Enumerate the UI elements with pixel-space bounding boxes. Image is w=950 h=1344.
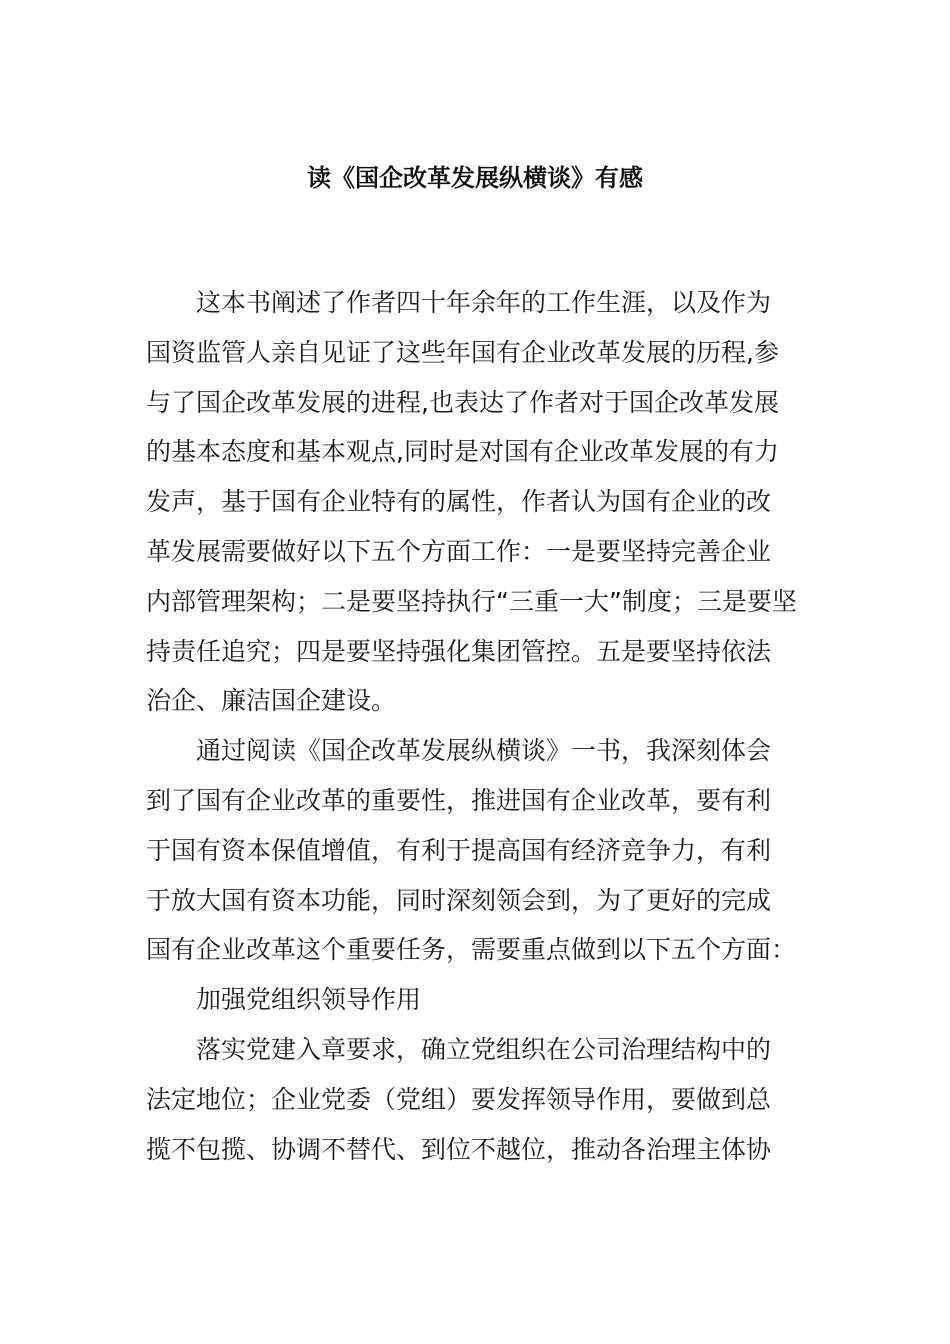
paragraph-line: 于放大国有资本功能，同时深刻领会到，为了更好的完成 xyxy=(146,885,772,915)
paragraph-line: 持责任追究；四是要坚持强化集团管控。五是要坚持依法 xyxy=(146,636,772,666)
document-body xyxy=(146,278,806,1174)
paragraph-line: 与了国企改革发展的进程,也表达了作者对于国企改革发展 xyxy=(146,387,779,417)
paragraph-line: 革发展需要做好以下五个方面工作：一是要坚持完善企业 xyxy=(146,536,772,566)
paragraph-line: 到了国有企业改革的重要性，推进国有企业改革，要有利 xyxy=(146,785,772,815)
paragraph-line: 通过阅读《国企改革发展纵横谈》一书，我深刻体会 xyxy=(196,736,772,766)
paragraph-line: 的基本态度和基本观点,同时是对国有企业改革发展的有力 xyxy=(146,437,779,467)
paragraph-line: 揽不包揽、协调不替代、到位不越位，推动各治理主体协 xyxy=(146,1134,772,1164)
paragraph-line: 国资监管人亲自见证了这些年国有企业改革发展的历程,参 xyxy=(146,337,779,367)
paragraph-line: 国有企业改革这个重要任务，需要重点做到以下五个方面： xyxy=(146,935,797,965)
paragraph-line: 于国有资本保值增值，有利于提高国有经济竞争力，有利 xyxy=(146,835,772,865)
heading-line: 加强党组织领导作用 xyxy=(196,985,422,1015)
document-title: 读《国企改革发展纵横谈》有感 xyxy=(307,164,643,192)
paragraph-3 xyxy=(146,1025,806,1174)
section-heading xyxy=(146,975,806,1025)
paragraph-2 xyxy=(146,726,806,975)
paragraph-line: 法定地位；企业党委（党组）要发挥领导作用，要做到总 xyxy=(146,1084,772,1114)
paragraph-line: 发声，基于国有企业特有的属性，作者认为国有企业的改 xyxy=(146,487,772,517)
paragraph-line: 落实党建入章要求，确立党组织在公司治理结构中的 xyxy=(196,1034,772,1064)
paragraph-line: 这本书阐述了作者四十年余年的工作生涯，以及作为 xyxy=(196,288,772,317)
paragraph-1 xyxy=(146,278,806,726)
paragraph-line: 治企、廉洁国企建设。 xyxy=(146,686,397,716)
paragraph-line: 内部管理架构；二是要坚持执行“三重一大”制度；三是要坚 xyxy=(146,586,797,616)
